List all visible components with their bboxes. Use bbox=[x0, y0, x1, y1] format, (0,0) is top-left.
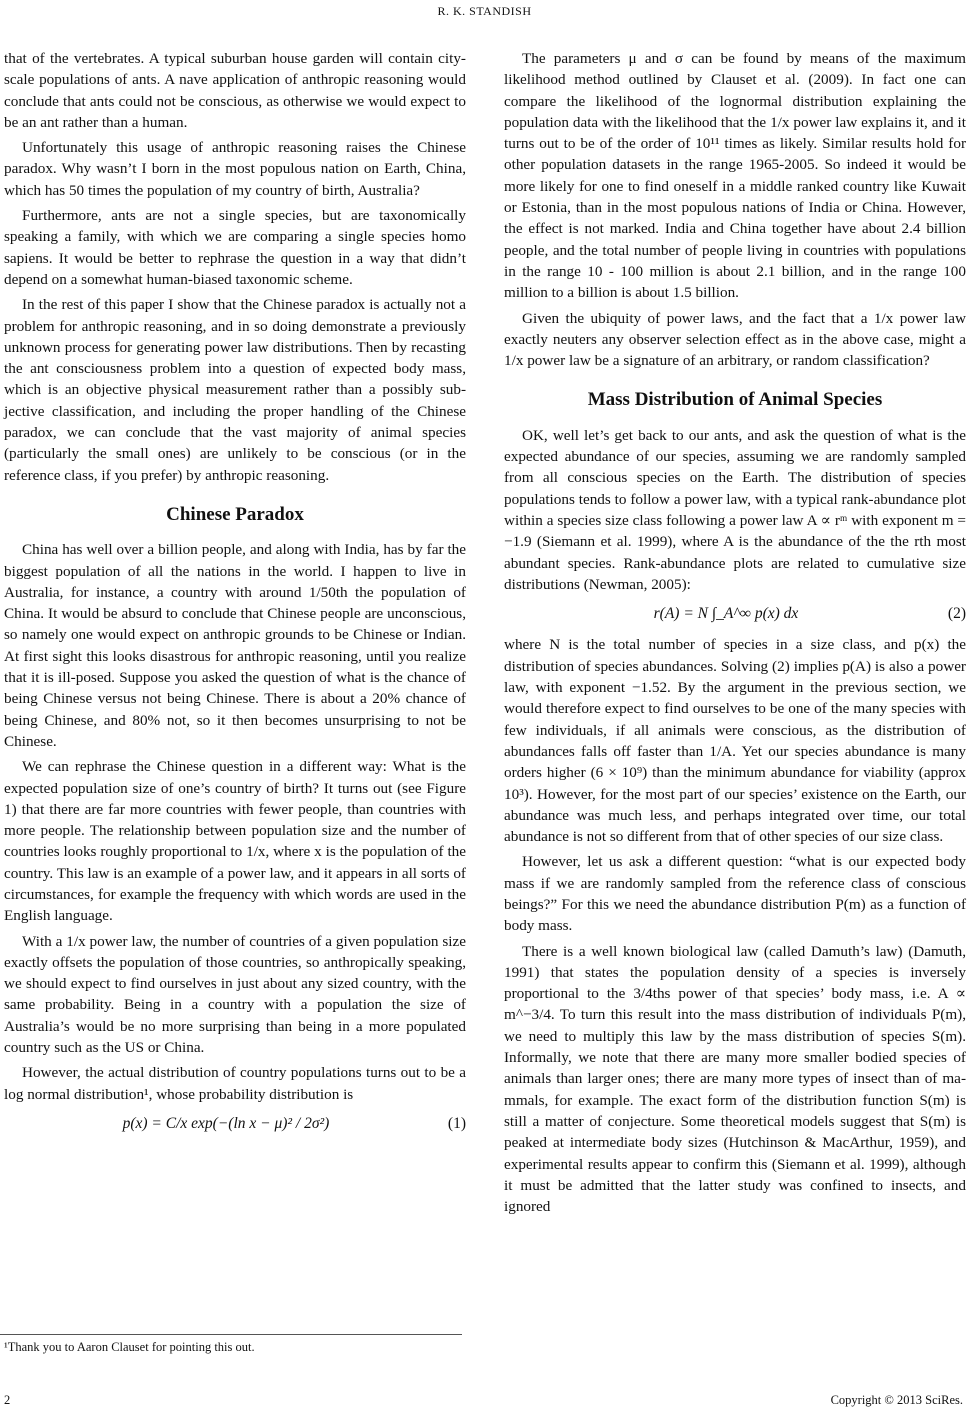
section-heading-mass-distribution: Mass Distribution of Animal Species bbox=[587, 389, 883, 411]
paragraph: There is a well known biological law (called Damuth’s law) (Damuth, 1991) that states the population density of a species is inversely proportional to the 3/4ths power of that species’ body mass, i.e. A ∝ m^−3/4. To turn this result into the mass distribution of individuals P(m), we need to multiply this law by the mass distribution of species S(m). Informally, we note that there are many more smaller bodied species of animals than larger ones; there are many more types of insect than of mammals, for example. The exact form of the distribution function S(m) is still a matter of conjecture. Some theoretical models suggest that S(m) is peaked at intermediate body sizes (Hutchinson & MacArthur, 1959), and experimental results appear to confirm this (Siemann et al. 1999), although it must be admitted that the latter study was confined to insects, and ignored bbox=[504, 942, 966, 1216]
paragraph: Furthermore, ants are not a single species, but are taxonomically speaking a family, with which we are comparing a single species homo sapiens. It would be better to rephrase the question in a way that didn’t depend on a somewhat human-biased taxonomic scheme. bbox=[4, 207, 466, 288]
paragraph: In the rest of this paper I show that the Chinese paradox is actually not a problem for anthropic reasoning, and in so doing demonstrate a previously unknown process for generating power law distributions. Then by recasting the ant consciousness problem into a question of expected body mass, which is an objective physical measurement rather than a possibly subjective classification, and including the proper handling of the Chinese paradox, we can conclude that the vast majority of animal species (particularly the small ones) are unlikely to be conscious (or in the reference class, if you prefer) by anthropic reasoning. bbox=[4, 296, 466, 484]
right-column bbox=[504, 48, 966, 1221]
running-head: R. K. STANDISH bbox=[437, 4, 532, 18]
page-number: 2 bbox=[4, 1393, 11, 1407]
paragraph: China has well over a billion people, and along with India, has by far the biggest population of all the nations in the world. I happen to live in Australia, for instance, a country with around 1/50th the population of China. It would be absurd to conclude that Chinese people are unconscious, so namely one would expect on anthropic grounds to be Chinese or Indian. At first sight this looks disastrous for anthropic reasoning, until you realize that it is ill-posed. Suppose you asked the question of what is the chance of being Chinese versus not being Chinese. There is about a 20% chance of being Chinese, and 80% not, so it then becomes unsurprising to not be Chinese. bbox=[4, 541, 466, 750]
paragraph: Unfortunately this usage of anthropic reasoning raises the Chinese paradox. Why wasn’t I born in the most populous nation on Earth, China, which has 50 times the population of my country of birth, Australia? bbox=[4, 139, 466, 199]
paragraph: However, the actual distribution of country populations turns out to be a log normal distribution¹, whose probability distribution is bbox=[4, 1064, 466, 1103]
paragraph: We can rephrase the Chinese question in a different way: What is the expected population size of one’s country of birth? It turns out (see Figure 1) that there are far more countries with fewer people, than countries with more people. The relationship between population size and the number of countries looks roughly proportional to 1/x, where x is the population of the country. This law is an example of a power law, and it appears in all sorts of circumstances, for example the frequency with which words are used in the English language. bbox=[4, 758, 466, 925]
equation-1-number: (1) bbox=[447, 1114, 466, 1132]
footnote-divider bbox=[0, 1334, 462, 1335]
copyright-notice: Copyright © 2013 SciRes. bbox=[830, 1393, 963, 1407]
equation-2 bbox=[504, 603, 966, 624]
paragraph: where N is the total number of species in a size class, and p(x) the distribution of species abundances. Solving (2) implies p(A) is also a power law, with exponent −1.52. By the argument in the previous section, we would therefore expect to find ourselves to be one of the many species with few individuals, if all animals were conscious, as the distribution of abundances falls off faster than 1/A. Yet our species abundance is many orders higher (6 × 10⁹) than the minimum abundance for viability (approx 10³). However, for the most part of our species’ existence on the Earth, our abundance was much less, and perhaps integrated over time, our total abundance is not so different from that of other species of our size class. bbox=[504, 636, 966, 846]
footnote: ¹Thank you to Aaron Clauset for pointing this out. bbox=[4, 1340, 255, 1354]
left-column bbox=[4, 48, 466, 1144]
section-heading-chinese-paradox: Chinese Paradox bbox=[166, 503, 304, 525]
paragraph: However, let us ask a different question: “what is our expected body mass if we are randomly sampled from the reference class of conscious beings?” For this we need the abundance distribution P(m) as a function of body mass. bbox=[504, 853, 966, 935]
paragraph: Given the ubiquity of power laws, and the fact that a 1/x power law exactly neuters any observer selection effect as in the above case, might a 1/x power law be a signature of an arbitrary, or random classification? bbox=[504, 309, 966, 370]
equation-1 bbox=[4, 1113, 466, 1134]
paragraph: With a 1/x power law, the number of countries of a given population size exactly offsets the population of those countries, so anthropically speaking, we should expect to find ourselves in just about any sized country, with the same probability. Being in a country with a population the size of Australia’s would be no more surprising than being in a more populated country such as the US or China. bbox=[4, 932, 466, 1057]
paragraph: OK, well let’s get back to our ants, and ask the question of what is the expected abundance of our species, assuming we are randomly sampled from all conscious species on the Earth. The distribution of species populations tends to follow a power law, with a typical rank-abundance plot within a species size class following a power law A ∝ rᵐ with exponent m = −1.9 (Siemann et al. 1999), where A is the abundance of the the rth most abundant species. Rank-abundance plots are related to cumulative size distributions (Newman, 2005): bbox=[504, 426, 966, 593]
equation-2-number: (2) bbox=[947, 605, 966, 623]
paragraph: that of the vertebrates. A typical suburban house garden will contain city-scale populations of ants. A nave application of anthropic reasoning would conclude that ants could not be conscious, as otherwise we would expect to be an ant rather than a human. bbox=[4, 50, 466, 131]
equation-2-body: r(A) = N ∫_A^∞ p(x) dx bbox=[653, 605, 799, 623]
paragraph: The parameters μ and σ can be found by means of the maximum likelihood method outlined by Clauset et al. (2009). In fact one can compare the likelihood of the lognormal distribution explaining the population data with the likelihood that the 1/x power law explains it, and it turns out to be of the order of 10¹¹ times as likely. Similar results hold for other population datasets in the range 1965-2005. So indeed it would be more likely for one to find oneself in a middle ranked country like Kuwait or Estonia, than in the most populous nations of India or China. However, the effect is not marked. India and China together have about 2.4 billion people, and the total number of people living in countries with populations in the range 10 - 100 million is about 2.1 billion, and in the range 100 million to a billion is about 1.5 billion. bbox=[504, 50, 966, 302]
equation-1-body: p(x) = C/x exp(−(ln x − μ)² / 2σ²) bbox=[122, 1114, 330, 1132]
